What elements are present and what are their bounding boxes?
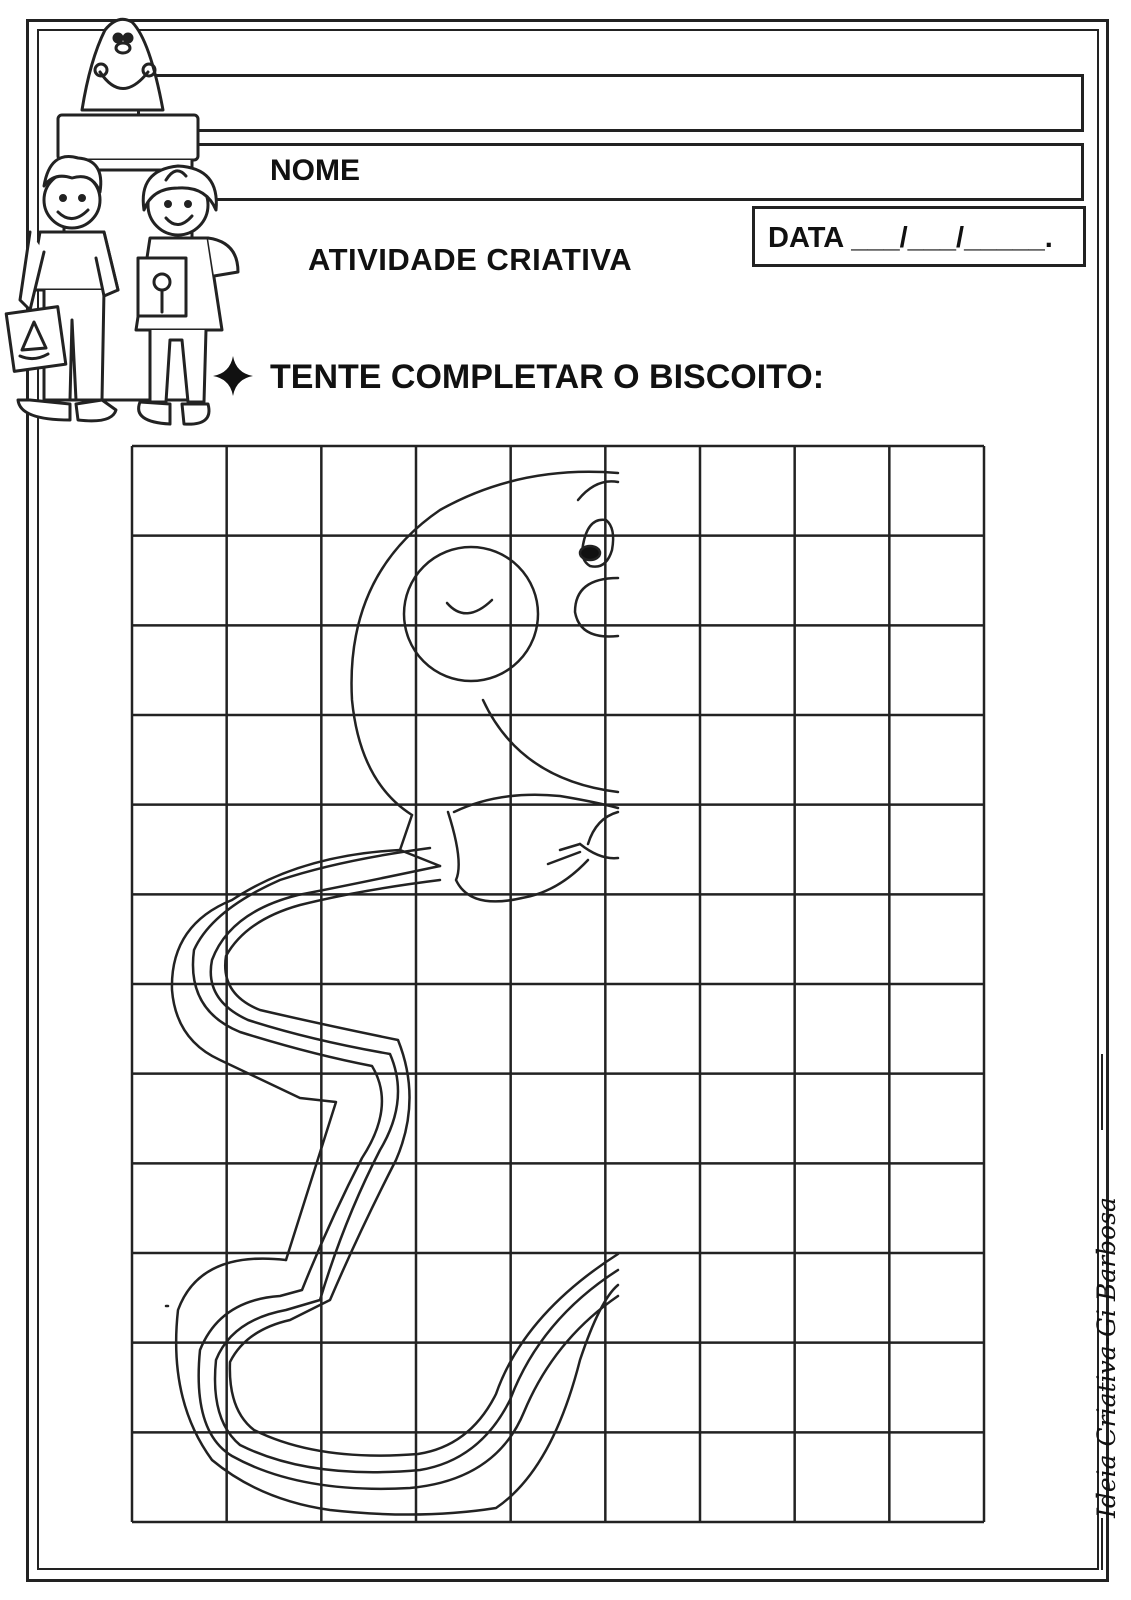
children-with-crayon-clipart — [0, 0, 260, 460]
worksheet-title: ATIVIDADE CRIATIVA — [308, 242, 633, 277]
credit-text: Ideia Criativa-Gi Barbosa — [1092, 1197, 1121, 1518]
date-label: DATA ___/___/_____. — [768, 222, 1053, 254]
credit-line-bottom — [1101, 1518, 1103, 1570]
credit-line-top — [1101, 1054, 1103, 1130]
instruction-text: TENTE COMPLETAR O BISCOITO: — [270, 358, 825, 396]
name-label: NOME — [270, 154, 360, 187]
top-blank-field[interactable] — [137, 74, 1084, 132]
